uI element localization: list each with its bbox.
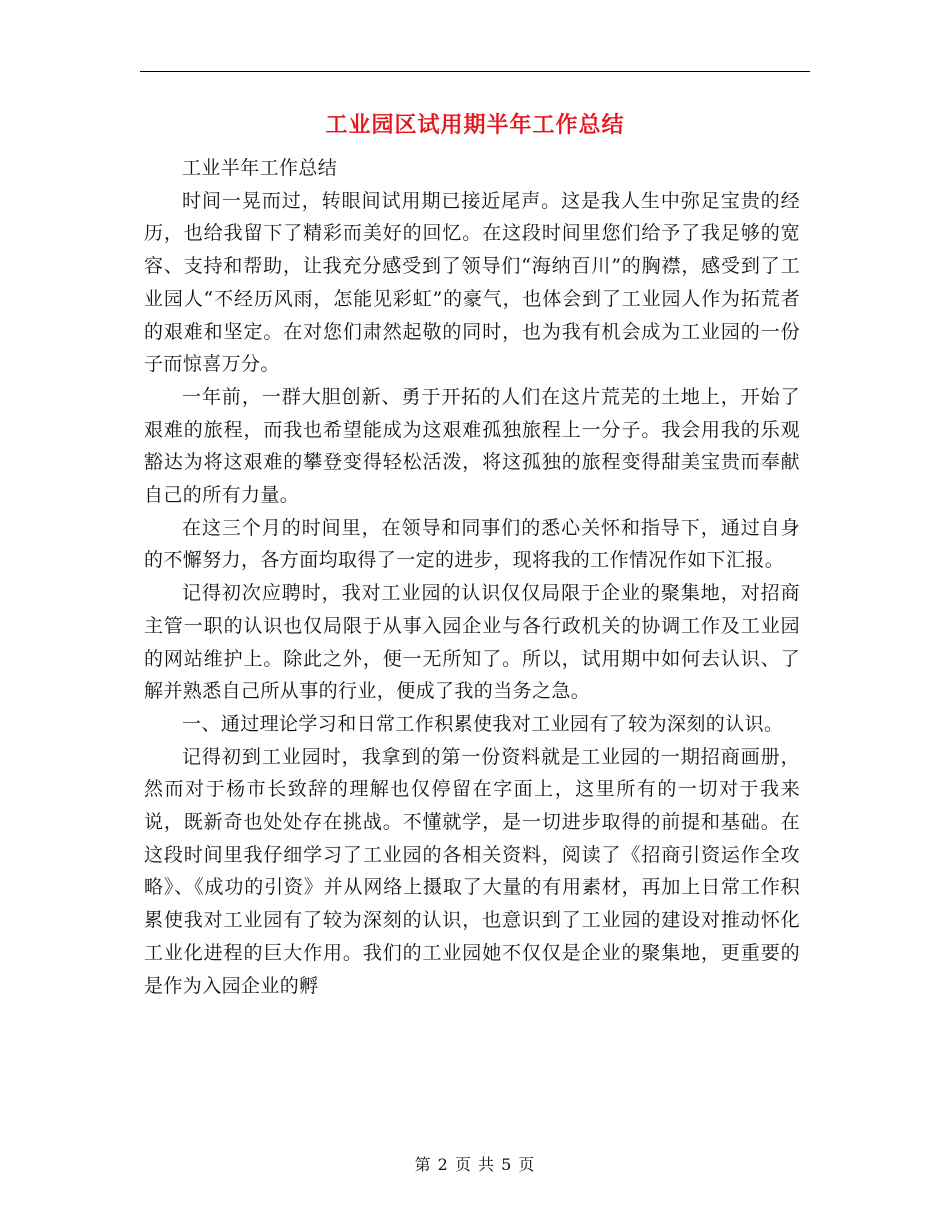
paragraph-intro: 时间一晃而过，转眼间试用期已接近尾声。这是我人生中弥足宝贵的经历，也给我留下了精彩而美好的回忆。在这段时间里您们给予了我足够的宽容、支持和帮助，让我充分感受到了领导们“海纳百川”的胸襟，感受到了工业园人“不经历风雨，怎能见彩虹”的豪气，也体会到了工业园人作为拓荒者的艰难和坚定。在对您们肃然起敬的同时，也为我有机会成为工业园的一份子而惊喜万分。 — [144, 189, 800, 376]
paragraph-learning: 记得初到工业园时，我拿到的第一份资料就是工业园的一期招商画册，然而对于杨市长致辞的理解也仅停留在字面上，这里所有的一切对于我来说，既新奇也处处存在挑战。不懂就学，是一切进步取得的前提和基础。在这段时间里我仔细学习了工业园的各相关资料，阅读了《招商引资运作全攻略》、《成功的引资》并从网络上摄取了大量的有用素材，再加上日常工作积累使我对工业园有了较为深刻的认识，也意识到了工业园的建设对推动怀化工业化进程的巨大作用。我们的工业园她不仅仅是企业的聚集地，更重要的是作为入园企业的孵 — [144, 745, 800, 997]
paragraph-report-intro: 在这三个月的时间里，在领导和同事们的悉心关怀和指导下，通过自身的不懈努力，各方面均取得了一定的进步，现将我的工作情况作如下汇报。 — [144, 516, 800, 572]
document-title: 工业园区试用期半年工作总结 — [325, 112, 625, 138]
page-number: 第 2 页 共 5 页 — [414, 1155, 536, 1174]
paragraph-first-impression: 记得初次应聘时，我对工业园的认识仅仅局限于企业的聚集地，对招商主管一职的认识也仅局限于从事入园企业与各行政机关的协调工作及工业园的网站维护上。除此之外，便一无所知了。所以，试用期中如何去认识、了解并熟悉自己所从事的行业，便成了我的当务之急。 — [144, 582, 800, 703]
document-body — [144, 152, 800, 1002]
header-rule — [140, 71, 810, 72]
paragraph-subtitle: 工业半年工作总结 — [182, 157, 338, 179]
paragraph-journey: 一年前，一群大胆创新、勇于开拓的人们在这片荒芜的土地上，开始了艰难的旅程，而我也希望能成为这艰难孤独旅程上一分子。我会用我的乐观豁达为将这艰难的攀登变得轻松活泼，将这孤独的旅程变得甜美宝贵而奉献自己的所有力量。 — [144, 385, 800, 507]
paragraph-section-heading: 一、通过理论学习和日常工作积累使我对工业园有了较为深刻的认识。 — [182, 712, 784, 735]
